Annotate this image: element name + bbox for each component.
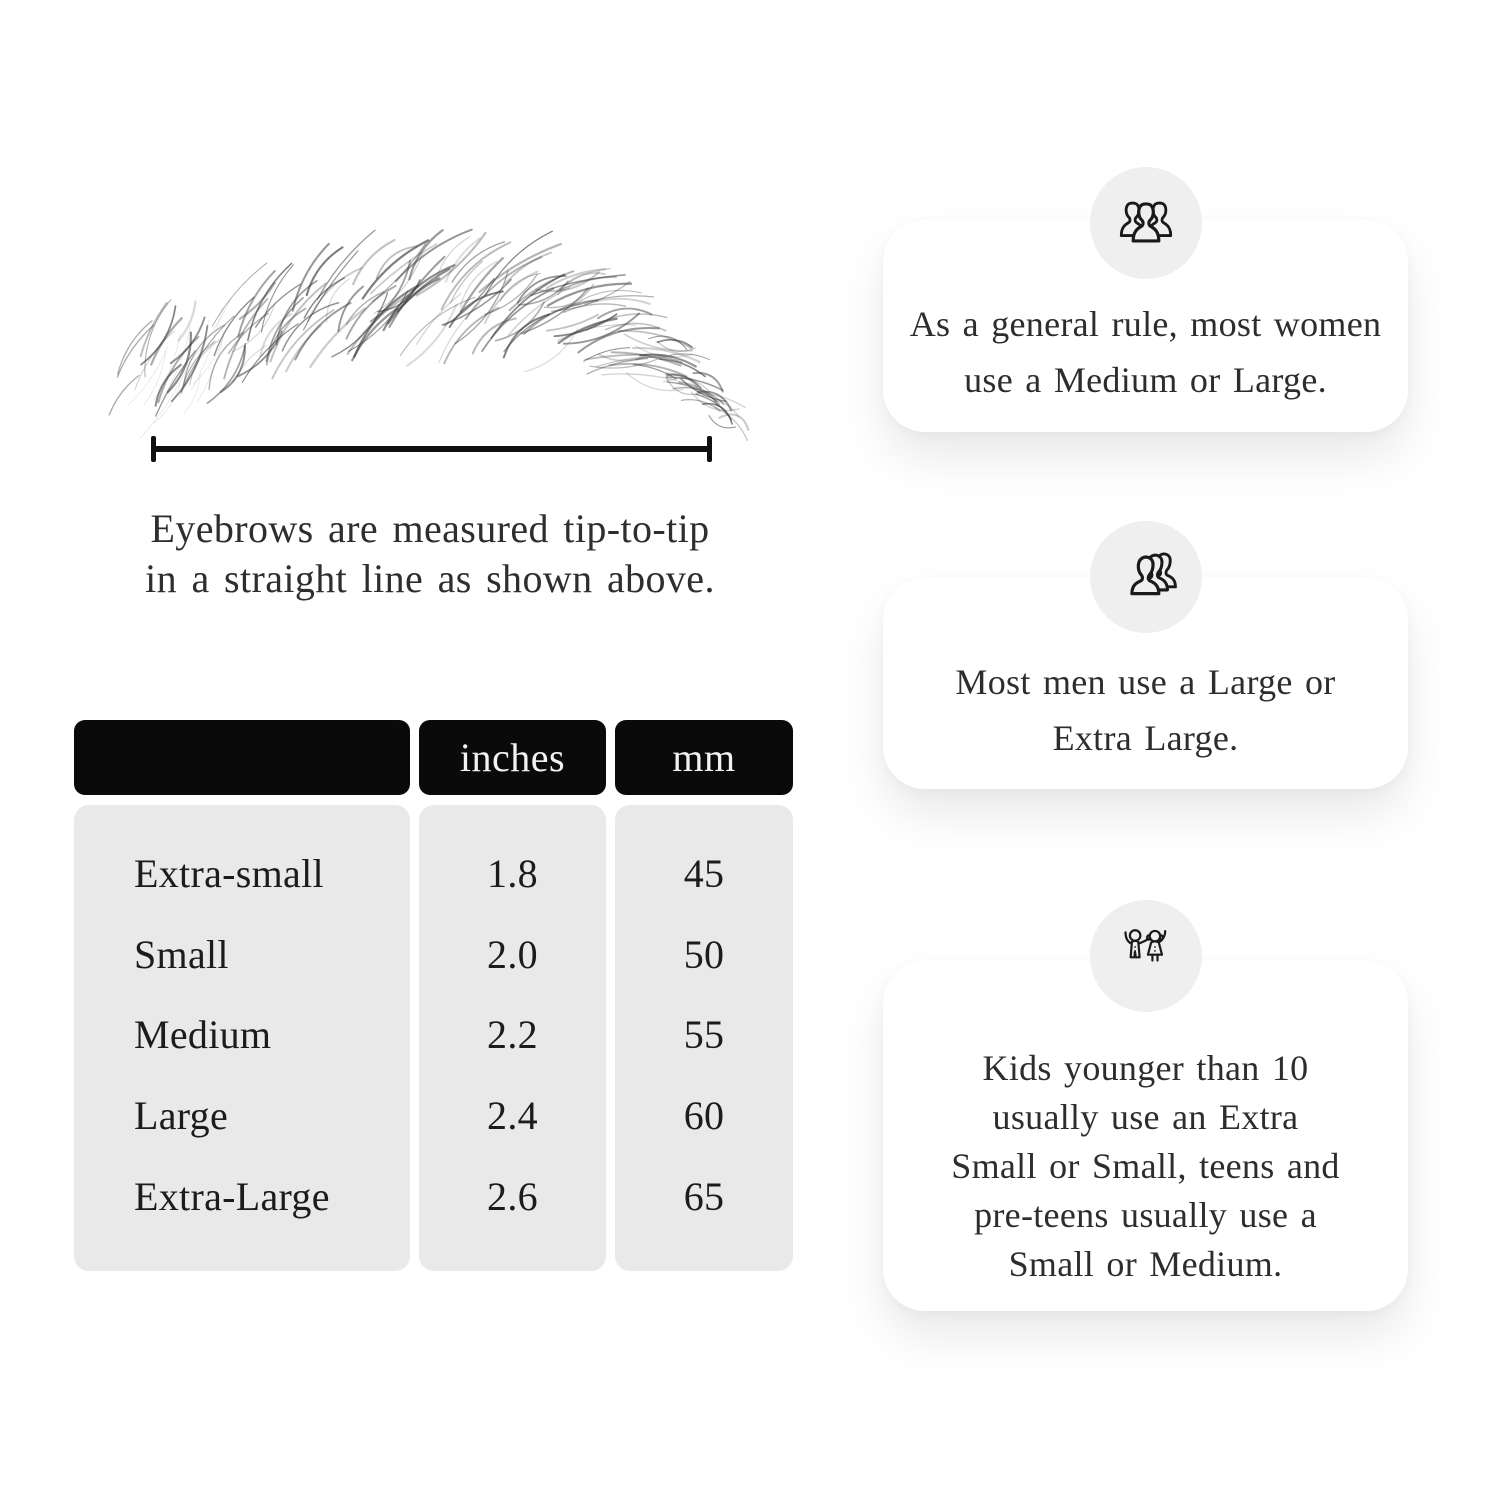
caption-line-1: Eyebrows are measured tip-to-tip [150,506,710,551]
measurement-tick-right [707,436,712,462]
icon-circle-women [1090,167,1202,279]
eyebrow-sketch-svg [112,228,747,443]
size-table-header [74,720,794,795]
size-label: Extra-Large [134,1174,330,1220]
card-text-line: usually use an Extra [992,1096,1299,1137]
info-card-kids [883,961,1408,1311]
measurement-caption [40,504,820,604]
column-size-labels [74,805,410,1271]
mm-value: 50 [683,931,725,977]
inches-value: 2.6 [487,1174,538,1220]
inches-value: 2.4 [487,1093,538,1139]
column-mm-values [615,805,793,1271]
women-group-icon [1114,191,1178,255]
caption-line-2: in a straight line as shown above. [145,556,715,601]
card-text-line: Kids younger than 10 [982,1047,1309,1088]
measurement-bar [153,446,710,452]
icon-circle-kids [1090,900,1202,1012]
card-text-line: Small or Medium. [1008,1243,1283,1284]
size-table [74,720,794,1271]
mm-value: 45 [683,850,725,896]
size-label: Medium [134,1012,272,1058]
eyebrow-illustration [112,228,747,443]
size-label: Small [134,931,229,977]
measurement-line [151,436,712,462]
card-text-line: As a general rule, most women [909,304,1382,344]
header-cell-blank [74,720,410,795]
inches-value: 1.8 [487,850,538,896]
card-text-line: Extra Large. [1052,717,1239,758]
men-group-icon [1114,545,1178,609]
card-text-line: Most men use a Large or [955,661,1336,702]
header-cell-inches: inches [419,720,606,795]
card-text-line: use a Medium or Large. [964,360,1327,400]
inches-value: 2.0 [487,931,538,977]
inches-value: 2.2 [487,1012,538,1058]
header-cell-mm: mm [615,720,793,795]
card-text-line: Small or Small, teens and [951,1145,1340,1186]
mm-value: 55 [683,1012,725,1058]
card-text-line: pre-teens usually use a [974,1194,1317,1235]
size-table-body [74,805,794,1271]
kids-icon [1114,924,1178,988]
size-label: Extra-small [134,850,324,896]
mm-value: 65 [683,1174,725,1220]
size-label: Large [134,1093,229,1139]
column-inches-values [419,805,606,1271]
mm-value: 60 [683,1093,725,1139]
icon-circle-men [1090,521,1202,633]
